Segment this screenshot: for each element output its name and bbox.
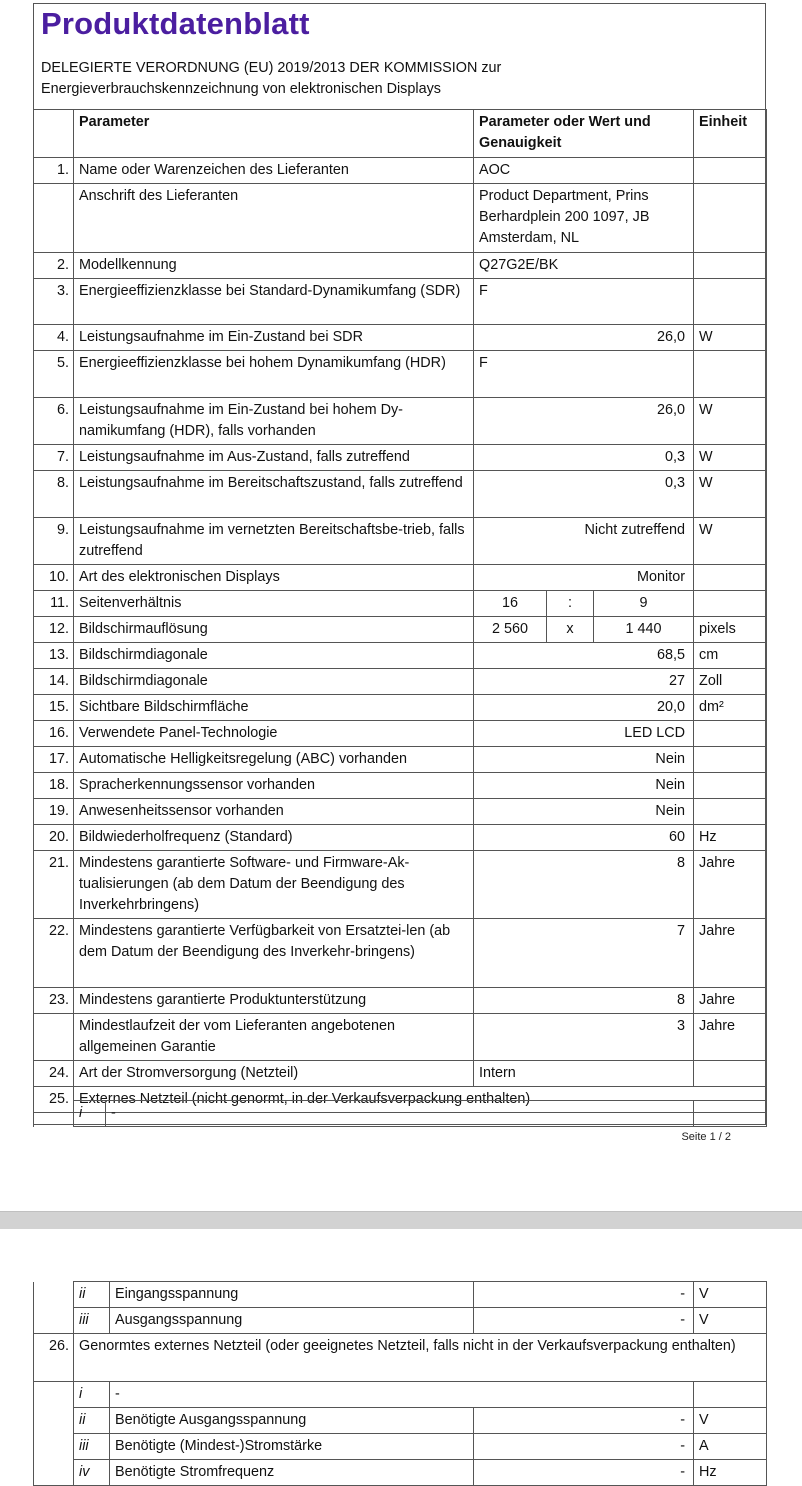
header-parameter: Parameter — [74, 110, 474, 158]
row-number: 4. — [34, 325, 74, 351]
sub-index: ii — [74, 1408, 110, 1434]
row-number: 22. — [34, 919, 74, 988]
header-value: Parameter oder Wert und Genauigkeit — [474, 110, 694, 158]
row-unit — [694, 184, 767, 253]
table-row — [34, 518, 767, 565]
row-parameter: Leistungsaufnahme im vernetzten Bereitschaftsbe-trieb, falls zutreffend — [74, 518, 474, 565]
row-parameter: Leistungsaufnahme im Bereitschaftszustand, falls zutreffend — [74, 471, 474, 518]
row-number: 2. — [34, 253, 74, 279]
row-value: LED LCD — [474, 721, 694, 747]
table-row — [34, 851, 767, 919]
row-unit: Jahre — [694, 1014, 767, 1061]
row-parameter: Name oder Warenzeichen des Lieferanten — [74, 158, 474, 184]
row-unit — [694, 721, 767, 747]
row-parameter: Automatische Helligkeitsregelung (ABC) vorhanden — [74, 747, 474, 773]
row-unit — [694, 565, 767, 591]
row-parameter: Bildschirmdiagonale — [74, 643, 474, 669]
row-unit: A — [694, 1434, 767, 1460]
datasheet-page-1 — [33, 3, 766, 1143]
row-unit: Jahre — [694, 988, 767, 1014]
table-row — [34, 1282, 767, 1308]
row-value: 60 — [474, 825, 694, 851]
row-unit: Jahre — [694, 919, 767, 988]
table-row — [34, 158, 767, 184]
row-parameter: Verwendete Panel-Technologie — [74, 721, 474, 747]
table-row — [34, 747, 767, 773]
row-value: 68,5 — [474, 643, 694, 669]
table-row — [34, 279, 767, 325]
row-number: 3. — [34, 279, 74, 325]
row-value: 8 — [474, 988, 694, 1014]
aspect-width: 16 — [474, 591, 547, 617]
table-row — [34, 351, 767, 398]
table-row — [34, 1014, 767, 1061]
row-value: Nein — [474, 799, 694, 825]
row-number: 6. — [34, 398, 74, 445]
sub-index: i — [74, 1382, 110, 1408]
row-value: Nein — [474, 747, 694, 773]
row-number: 17. — [34, 747, 74, 773]
table-row — [34, 1308, 767, 1334]
row-parameter: Bildwiederholfrequenz (Standard) — [74, 825, 474, 851]
row-parameter: Anwesenheitssensor vorhanden — [74, 799, 474, 825]
row-unit: W — [694, 325, 767, 351]
row-parameter: Leistungsaufnahme im Ein-Zustand bei SDR — [74, 325, 474, 351]
row-unit: W — [694, 398, 767, 445]
row-unit — [694, 1101, 767, 1127]
table-row — [34, 721, 767, 747]
row-unit — [694, 1382, 767, 1408]
table-row — [34, 565, 767, 591]
regulation-subtitle — [41, 58, 741, 100]
row-parameter: Sichtbare Bildschirmfläche — [74, 695, 474, 721]
row-unit — [694, 351, 767, 398]
row-unit: V — [694, 1282, 767, 1308]
sub-index: iii — [74, 1308, 110, 1334]
table-row — [34, 398, 767, 445]
row-parameter: Eingangsspannung — [110, 1282, 474, 1308]
row-unit: Zoll — [694, 669, 767, 695]
row-number: 20. — [34, 825, 74, 851]
row-unit: V — [694, 1308, 767, 1334]
row-parameter: Benötigte Ausgangsspannung — [110, 1408, 474, 1434]
table-row — [34, 617, 767, 643]
table-row — [34, 919, 767, 988]
resolution-width: 2 560 — [474, 617, 547, 643]
table-row — [34, 471, 767, 518]
row-unit: V — [694, 1408, 767, 1434]
row-value: Q27G2E/BK — [474, 253, 694, 279]
row-parameter: Mindestens garantierte Verfügbarkeit von Ersatztei-len (ab dem Datum der Beendigung des Inverkehr-bringens) — [74, 919, 474, 988]
row-unit: pixels — [694, 617, 767, 643]
row-number: 23. — [34, 988, 74, 1014]
table-row — [34, 773, 767, 799]
row-number-blank — [34, 1434, 74, 1460]
header-num-cell — [34, 110, 74, 158]
row-number: 21. — [34, 851, 74, 919]
row-unit: Jahre — [694, 851, 767, 919]
aspect-separator: : — [547, 591, 594, 617]
sub-index: ii — [74, 1282, 110, 1308]
row-number-blank — [34, 1308, 74, 1334]
row-unit: cm — [694, 643, 767, 669]
page-number: Seite 1 / 2 — [681, 1131, 731, 1143]
row-value: - — [474, 1460, 694, 1486]
row-number: 19. — [34, 799, 74, 825]
row-parameter: Mindestens garantierte Software- und Firmware-Ak-tualisierungen (ab dem Datum der Beendigung des Inverkehrbringens) — [74, 851, 474, 919]
row-parameter: Art der Stromversorgung (Netzteil) — [74, 1061, 474, 1087]
table-row — [34, 799, 767, 825]
row-value: 3 — [474, 1014, 694, 1061]
table-row — [34, 1382, 767, 1408]
row-value: - — [474, 1308, 694, 1334]
row-unit: Hz — [694, 1460, 767, 1486]
row-number-blank — [34, 1408, 74, 1434]
row-number: 25. — [34, 1087, 74, 1113]
row-number: 26. — [34, 1334, 74, 1382]
row-unit — [694, 591, 767, 617]
row-parameter: Bildschirmdiagonale — [74, 669, 474, 695]
row-unit: dm² — [694, 695, 767, 721]
subtitle-line-1: DELEGIERTE VERORDNUNG (EU) 2019/2013 DER KOMMISSION zur — [41, 60, 502, 76]
row-number: 1. — [34, 158, 74, 184]
row-unit: W — [694, 518, 767, 565]
row-unit — [694, 773, 767, 799]
resolution-height: 1 440 — [594, 617, 694, 643]
row-number — [34, 184, 74, 253]
row-parameter: Modellkennung — [74, 253, 474, 279]
row-parameter: Art des elektronischen Displays — [74, 565, 474, 591]
row-number-blank — [34, 1460, 74, 1486]
row-parameter: Bildschirmauflösung — [74, 617, 474, 643]
table-row — [34, 825, 767, 851]
row-number: 14. — [34, 669, 74, 695]
sub-index: iv — [74, 1460, 110, 1486]
row-parameter: Ausgangsspannung — [110, 1308, 474, 1334]
parameter-table-continued — [33, 1281, 767, 1486]
row-number: 15. — [34, 695, 74, 721]
row-value: - — [474, 1434, 694, 1460]
row-value: F — [474, 351, 694, 398]
header-unit: Einheit — [694, 110, 767, 158]
row-value: Nicht zutreffend — [474, 518, 694, 565]
row-value: - — [474, 1282, 694, 1308]
row-number: 16. — [34, 721, 74, 747]
table-row — [34, 325, 767, 351]
row-parameter: Energieeffizienzklasse bei hohem Dynamikumfang (HDR) — [74, 351, 474, 398]
row-number: 24. — [34, 1061, 74, 1087]
row-number: 12. — [34, 617, 74, 643]
row-number: 7. — [34, 445, 74, 471]
row-value: Intern — [474, 1061, 694, 1087]
table-row — [34, 988, 767, 1014]
row-value: 0,3 — [474, 471, 694, 518]
row-value: F — [474, 279, 694, 325]
row-value: 8 — [474, 851, 694, 919]
row-number: 18. — [34, 773, 74, 799]
row-parameter: Energieeffizienzklasse bei Standard-Dynamikumfang (SDR) — [74, 279, 474, 325]
table-row — [34, 1408, 767, 1434]
row-number: 11. — [34, 591, 74, 617]
table-row — [34, 1101, 767, 1127]
table-row — [34, 184, 767, 253]
row-number-blank — [34, 1382, 74, 1408]
table-header-row — [34, 110, 767, 158]
row-unit — [694, 747, 767, 773]
row-value: 20,0 — [474, 695, 694, 721]
row-unit — [694, 799, 767, 825]
row-unit — [694, 1061, 767, 1087]
row-unit: Hz — [694, 825, 767, 851]
row-unit: W — [694, 471, 767, 518]
row-value: Nein — [474, 773, 694, 799]
row-parameter: Leistungsaufnahme im Ein-Zustand bei hohem Dy-namikumfang (HDR), falls vorhanden — [74, 398, 474, 445]
table-row — [34, 1061, 767, 1087]
row-value: 0,3 — [474, 445, 694, 471]
resolution-separator: x — [547, 617, 594, 643]
row-unit — [694, 279, 767, 325]
row-number: 5. — [34, 351, 74, 398]
row-value: 26,0 — [474, 398, 694, 445]
table-row — [34, 669, 767, 695]
table-row — [34, 445, 767, 471]
row-number: 13. — [34, 643, 74, 669]
table-row — [34, 591, 767, 617]
row-parameter: Seitenverhältnis — [74, 591, 474, 617]
parameter-table — [33, 109, 767, 1113]
row-number-blank — [34, 1282, 74, 1308]
row-value: 26,0 — [474, 325, 694, 351]
row-parameter: Anschrift des Lieferanten — [74, 184, 474, 253]
row-unit — [694, 158, 767, 184]
row-parameter: - — [106, 1101, 694, 1127]
row-parameter: Genormtes externes Netzteil (oder geeignetes Netzteil, falls nicht in der Verkaufsverpackung enthalten) — [74, 1334, 767, 1382]
row-number: 8. — [34, 471, 74, 518]
subtable-external-psu — [33, 1100, 767, 1127]
row-parameter: Externes Netzteil (nicht genormt, in der Verkaufsverpackung enthalten) — [74, 1087, 767, 1113]
aspect-height: 9 — [594, 591, 694, 617]
table-row — [34, 1434, 767, 1460]
row-number: 10. — [34, 565, 74, 591]
row-value: AOC — [474, 158, 694, 184]
row-parameter: Benötigte (Mindest-)Stromstärke — [110, 1434, 474, 1460]
row-unit: W — [694, 445, 767, 471]
table-row — [34, 1460, 767, 1486]
page-divider — [0, 1211, 802, 1229]
table-row — [34, 695, 767, 721]
row-value: 7 — [474, 919, 694, 988]
sub-index: i — [74, 1101, 106, 1127]
row-value: 27 — [474, 669, 694, 695]
table-row — [34, 643, 767, 669]
row-parameter: Spracherkennungssensor vorhanden — [74, 773, 474, 799]
row-unit — [694, 253, 767, 279]
row-value: Monitor — [474, 565, 694, 591]
sub-index: iii — [74, 1434, 110, 1460]
row-parameter: Benötigte Stromfrequenz — [110, 1460, 474, 1486]
subtitle-line-2: Energieverbrauchskennzeichnung von elektronischen Displays — [41, 81, 441, 97]
row-number-blank — [34, 1101, 74, 1127]
row-number — [34, 1014, 74, 1061]
row-number: 9. — [34, 518, 74, 565]
row-value: Product Department, Prins Berhardplein 200 1097, JB Amsterdam, NL — [474, 184, 694, 253]
table-row — [34, 253, 767, 279]
row-value: - — [474, 1408, 694, 1434]
row-parameter: Mindestens garantierte Produktunterstützung — [74, 988, 474, 1014]
row-parameter: Leistungsaufnahme im Aus-Zustand, falls zutreffend — [74, 445, 474, 471]
row-parameter: Mindestlaufzeit der vom Lieferanten angebotenen allgemeinen Garantie — [74, 1014, 474, 1061]
page-title: Produktdatenblatt — [41, 6, 310, 41]
row-parameter: - — [110, 1382, 694, 1408]
table-row — [34, 1334, 767, 1382]
